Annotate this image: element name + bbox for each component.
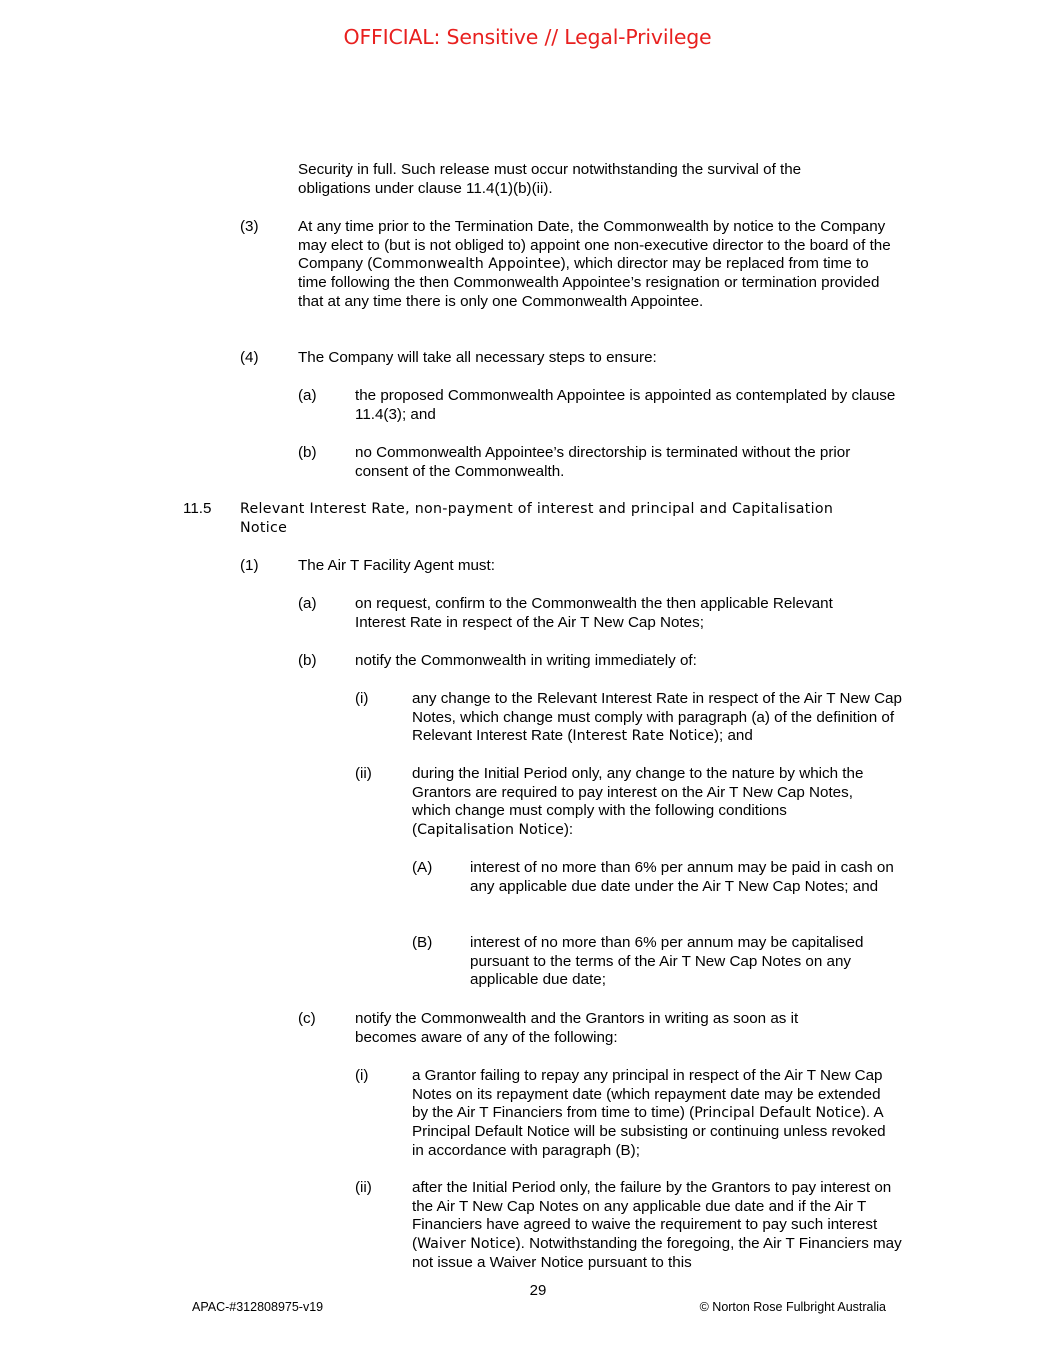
defined-term: Commonwealth Appointee bbox=[372, 256, 561, 273]
clause-number: (ii) bbox=[355, 1179, 372, 1196]
defined-term: Capitalisation Notice bbox=[417, 822, 564, 839]
clause-paragraph: notify the Commonwealth and the Grantors in writing as soon as it becomes aware of any of the following: bbox=[355, 1010, 799, 1046]
section-heading: Relevant Interest Rate, non-payment of interest and principal and Capitalisation Notice bbox=[240, 501, 834, 536]
clause-number: (1) bbox=[240, 557, 259, 574]
copyright-notice: © Norton Rose Fulbright Australia bbox=[699, 1300, 886, 1314]
clause-number: (4) bbox=[240, 349, 259, 366]
clause-paragraph: the proposed Commonwealth Appointee is appointed as contemplated by clause 11.4(3); and bbox=[355, 387, 896, 423]
clause-number: (B) bbox=[412, 934, 433, 951]
page-number: 29 bbox=[529, 1282, 547, 1299]
clause-paragraph: The Company will take all necessary steps to ensure: bbox=[298, 349, 657, 366]
clause-paragraph: during the Initial Period only, any change to the nature by which the Grantors are required to pay interest on the Air T New Cap Notes, which change must comply with the following conditions (Capitalisation Notice): bbox=[412, 765, 864, 839]
clause-paragraph: notify the Commonwealth in writing immediately of: bbox=[355, 652, 697, 669]
clause-paragraph: The Air T Facility Agent must: bbox=[298, 557, 495, 574]
defined-term: Interest Rate Notice bbox=[572, 728, 714, 745]
defined-term: Principal Default Notice bbox=[694, 1105, 861, 1122]
clause-paragraph: a Grantor failing to repay any principal in respect of the Air T New Cap Notes on its repayment date (which repayment date may be extended by the Air T Financiers from time to time) (Principal Default Notice). A Principal Default Notice will be subsisting or continuing unless revoked in accordance with paragraph (B); bbox=[412, 1067, 886, 1159]
clause-number: (b) bbox=[298, 652, 317, 669]
clause-number: (b) bbox=[298, 444, 317, 461]
clause-number: (i) bbox=[355, 690, 369, 707]
defined-term: Waiver Notice bbox=[417, 1236, 516, 1253]
clause-paragraph: interest of no more than 6% per annum may be capitalised pursuant to the terms of the Air T New Cap Notes on any applicable due date; bbox=[470, 934, 864, 989]
document-reference: APAC-#312808975-v19 bbox=[192, 1300, 324, 1314]
clause-paragraph: interest of no more than 6% per annum may be paid in cash on any applicable due date under the Air T New Cap Notes; and bbox=[470, 859, 894, 895]
clause-number: (i) bbox=[355, 1067, 369, 1084]
clause-paragraph: on request, confirm to the Commonwealth the then applicable Relevant Interest Rate in respect of the Air T New Cap Notes; bbox=[355, 595, 833, 631]
clause-paragraph: after the Initial Period only, the failure by the Grantors to pay interest on the Air T New Cap Notes on any applicable due date and if the Air T Financiers have agreed to waive the requirement to pay such interest (Waiver Notice). Notwithstanding the foregoing, the Air T Financiers may not issue a Waiver Notice pursuant to this bbox=[412, 1179, 902, 1271]
clause-number: (a) bbox=[298, 595, 317, 612]
clause-number: (a) bbox=[298, 387, 317, 404]
clause-number: (ii) bbox=[355, 765, 372, 782]
clause-paragraph: At any time prior to the Termination Date, the Commonwealth by notice to the Company may elect to (but is not obliged to) appoint one non-executive director to the board of the Company (Commonwealth Appointee), which director may be replaced from time to time following the then Commonwealth Appointee’s resignation or termination provided that at any time there is only one Commonwealth Appointee. bbox=[298, 218, 891, 310]
clause-paragraph: any change to the Relevant Interest Rate in respect of the Air T New Cap Notes, which change must comply with paragraph (a) of the definition of Relevant Interest Rate (Interest Rate Notice); and bbox=[412, 690, 902, 745]
clause-number: (c) bbox=[298, 1010, 316, 1027]
clause-number: (A) bbox=[412, 859, 433, 876]
classification-banner: OFFICIAL: Sensitive // Legal-Privilege bbox=[343, 25, 712, 49]
clause-number: (3) bbox=[240, 218, 259, 235]
clause-paragraph: no Commonwealth Appointee’s directorship is terminated without the prior consent of the Commonwealth. bbox=[355, 444, 851, 480]
section-number: 11.5 bbox=[183, 500, 212, 517]
continuation-paragraph: Security in full. Such release must occur notwithstanding the survival of the obligations under clause 11.4(1)(b)(ii). bbox=[298, 161, 802, 197]
